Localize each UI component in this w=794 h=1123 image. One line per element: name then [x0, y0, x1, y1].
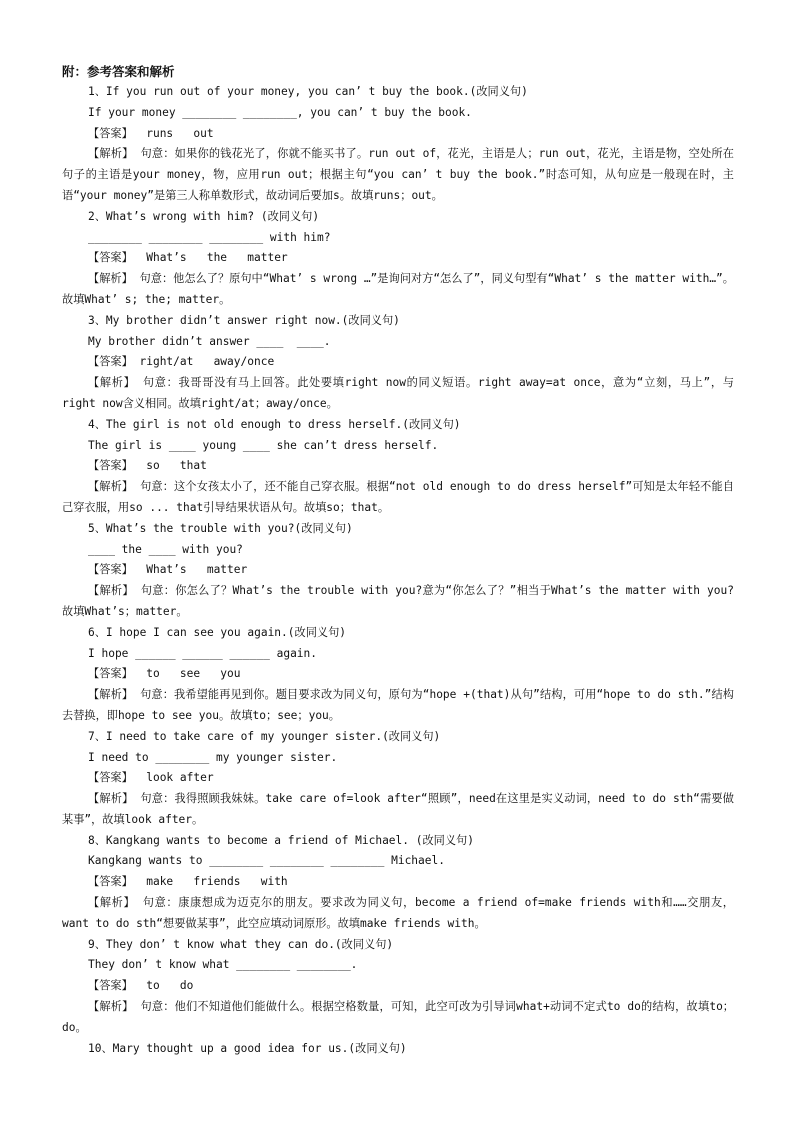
- question-4: 4、The girl is not old enough to dress herself.(改同义句): [88, 417, 461, 431]
- question-7: 7、I need to take care of my younger sister.(改同义句): [88, 729, 441, 743]
- answer-3: 【答案】 right/at away/once: [88, 355, 275, 369]
- analysis-8: 【解析】 句意：康康想成为迈克尔的朋友。要求改为同义句，become a friend of=make friends with和……交朋友，want to do sth“想要做某事”，此空应填动词原形。故填make friends with。: [62, 896, 734, 930]
- page-title: 附：参考答案和解析: [62, 64, 175, 79]
- question-5: 5、What’s the trouble with you?(改同义句): [88, 521, 353, 535]
- analysis-1: 【解析】 句意：如果你的钱花光了，你就不能买书了。run out of，花光，主语是人；run out，花光，主语是物，空处所在句子的主语是your money，物，应用run out；根据主句“you can’ t buy the book.”时态可知，从句应是一般现在时，主语“your money”是第三人称单数形式，故动词后要加s。故填runs；out。: [62, 147, 734, 202]
- prompt-6: I hope ______ ______ ______ again.: [88, 646, 318, 660]
- question-9: 9、They don’ t know what they can do.(改同义句): [88, 937, 394, 951]
- answer-list: [62, 82, 734, 1059]
- answer-5: 【答案】 What’s matter: [88, 563, 248, 577]
- analysis-3: 【解析】 句意：我哥哥没有马上回答。此处要填right now的同义短语。right away=at once，意为“立刻，马上”，与right now含义相同。故填right/at；away/once。: [62, 376, 734, 410]
- analysis-9: 【解析】 句意：他们不知道他们能做什么。根据空格数量，可知，此空可改为引导词what+动词不定式to do的结构，故填to；do。: [62, 1000, 734, 1034]
- answer-6: 【答案】 to see you: [88, 667, 241, 681]
- question-8: 8、Kangkang wants to become a friend of Michael. (改同义句): [88, 833, 474, 847]
- analysis-4: 【解析】 句意：这个女孩太小了，还不能自己穿衣服。根据“not old enough to do dress herself”可知是太年轻不能自己穿衣服，用so ... that引导结果状语从句。故填so；that。: [62, 480, 734, 514]
- analysis-7: 【解析】 句意：我得照顾我妹妹。take care of=look after“照顾”，need在这里是实义动词，need to do sth“需要做某事”，故填look after。: [62, 792, 734, 826]
- answer-8: 【答案】 make friends with: [88, 875, 288, 889]
- answer-1: 【答案】 runs out: [88, 126, 214, 140]
- analysis-2: 【解析】 句意：他怎么了？原句中“What’ s wrong …”是询问对方“怎么了”，同义句型有“What’ s the matter with…”。故填What’ s; the; matter。: [62, 272, 734, 306]
- prompt-3: My brother didn’t answer ____ ____.: [88, 334, 331, 348]
- prompt-9: They don’ t know what ________ ________.: [88, 958, 358, 972]
- answer-7: 【答案】 look after: [88, 771, 214, 785]
- prompt-1: If your money ________ ________, you can’ t buy the book.: [88, 105, 472, 119]
- answer-2: 【答案】 What’s the matter: [88, 251, 288, 265]
- analysis-6: 【解析】 句意：我希望能再见到你。题目要求改为同义句，原句为“hope +(that)从句”结构，可用“hope to do sth.”结构去替换，即hope to see you。故填to；see；you。: [62, 688, 734, 722]
- prompt-4: The girl is ____ young ____ she can’t dress herself.: [88, 438, 439, 452]
- answer-9: 【答案】 to do: [88, 979, 194, 993]
- question-10: 10、Mary thought up a good idea for us.(改同义句): [88, 1041, 407, 1055]
- prompt-7: I need to ________ my younger sister.: [88, 750, 338, 764]
- answer-4: 【答案】 so that: [88, 459, 207, 473]
- prompt-5: ____ the ____ with you?: [88, 542, 243, 556]
- prompt-2: ________ ________ ________ with him?: [88, 230, 331, 244]
- analysis-5: 【解析】 句意：你怎么了？What’s the trouble with you?意为“你怎么了？”相当于What’s the matter with you?故填What’s；matter。: [62, 584, 734, 618]
- question-2: 2、What’s wrong with him? (改同义句): [88, 209, 320, 223]
- question-3: 3、My brother didn’t answer right now.(改同义句): [88, 313, 400, 327]
- prompt-8: Kangkang wants to ________ ________ ________ Michael.: [88, 854, 445, 868]
- question-1: 1、If you run out of your money, you can’ t buy the book.(改同义句): [88, 85, 528, 98]
- question-6: 6、I hope I can see you again.(改同义句): [88, 625, 347, 639]
